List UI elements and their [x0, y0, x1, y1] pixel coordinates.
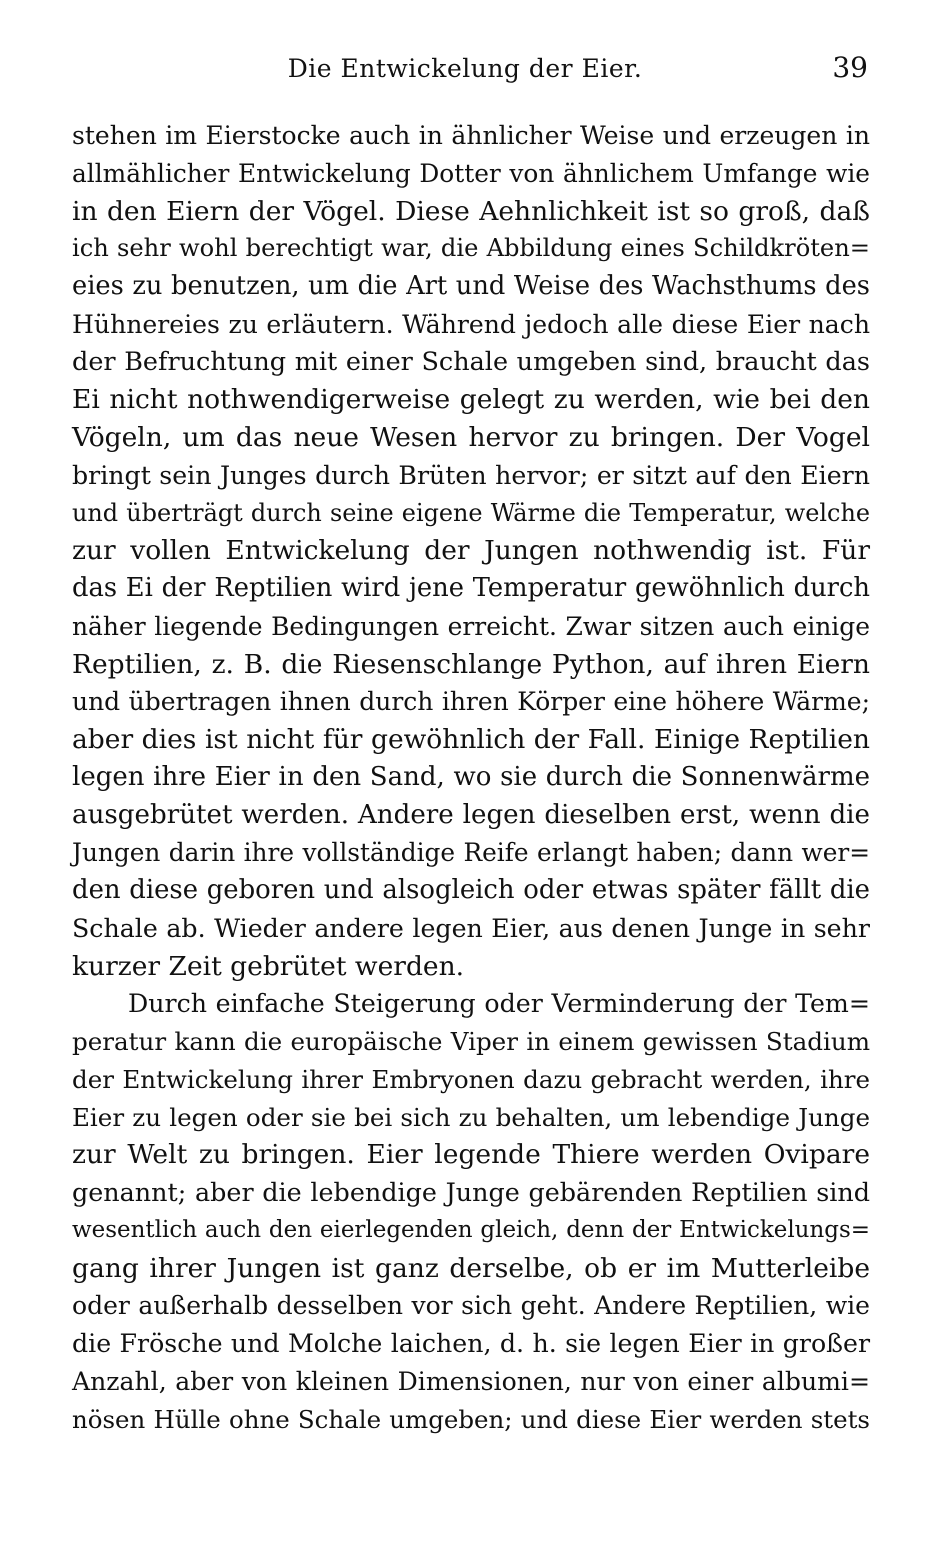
text-line: stehen im Eierstocke auch in ähnlicher Weise und erzeugen in: [72, 121, 870, 150]
running-header-title: Die Entwickelung der Eier.: [287, 54, 643, 83]
text-line: aber dies ist nicht für gewöhnlich der Fall. Einige Reptilien: [72, 724, 870, 755]
body-text: [72, 117, 870, 1438]
text-line: der Befruchtung mit einer Schale umgeben sind, braucht das: [72, 346, 870, 377]
text-line: peratur kann die europäische Viper in einem gewissen Stadium: [72, 1027, 870, 1056]
text-line: genannt; aber die lebendige Junge gebärenden Reptilien sind: [72, 1177, 870, 1207]
text-line: zur Welt zu bringen. Eier legende Thiere werden Ovipare: [72, 1139, 870, 1171]
text-line: den diese geboren und alsogleich oder etwas später fällt die: [72, 875, 870, 905]
text-line: kurzer Zeit gebrütet werden.: [72, 950, 465, 982]
text-line: Anzahl, aber von kleinen Dimensionen, nur von einer albumi=: [72, 1366, 870, 1396]
text-line: Ei nicht nothwendigerweise gelegt zu werden, wie bei den: [72, 384, 870, 416]
text-line: Vögeln, um das neue Wesen hervor zu bringen. Der Vogel: [72, 422, 870, 453]
text-line: näher liegende Bedingungen erreicht. Zwar sitzen auch einige: [72, 611, 870, 641]
text-line: und übertragen ihnen durch ihren Körper eine höhere Wärme;: [72, 687, 870, 717]
text-line: zur vollen Entwickelung der Jungen nothwendig ist. Für: [72, 535, 870, 567]
text-line: in den Eiern der Vögel. Diese Aehnlichkeit ist so groß, daß: [72, 195, 870, 227]
text-line: Reptilien, z. B. die Riesenschlange Python, auf ihren Eiern: [72, 648, 870, 680]
text-line: wesentlich auch den eierlegenden gleich, denn der Entwickelungs=: [72, 1216, 870, 1243]
page-number: 39: [832, 51, 868, 84]
text-line: und überträgt durch seine eigene Wärme die Temperatur, welche: [72, 498, 870, 527]
text-line: ausgebrütet werden. Andere legen dieselben erst, wenn die: [72, 799, 870, 830]
paragraph-1: [72, 117, 870, 985]
text-line: Durch einfache Steigerung oder Verminderung der Tem=: [128, 989, 870, 1019]
text-line: Hühnereies zu erläutern. Während jedoch alle diese Eier nach: [72, 309, 870, 339]
text-line: der Entwickelung ihrer Embryonen dazu gebracht werden, ihre: [72, 1064, 870, 1094]
text-line: bringt sein Junges durch Brüten hervor; er sitzt auf den Eiern: [72, 460, 870, 490]
text-line: legen ihre Eier in den Sand, wo sie durch die Sonnenwärme: [72, 761, 870, 792]
text-line: die Frösche und Molche laichen, d. h. sie legen Eier in großer: [72, 1329, 870, 1358]
text-line: Jungen darin ihre vollständige Reife erlangt haben; dann wer=: [72, 838, 870, 868]
text-line: gang ihrer Jungen ist ganz derselbe, ob er im Mutterleibe: [72, 1252, 870, 1284]
paragraph-2: [72, 985, 870, 1438]
text-line: Eier zu legen oder sie bei sich zu behalten, um lebendige Junge: [72, 1102, 870, 1132]
text-line: nösen Hülle ohne Schale umgeben; und diese Eier werden stets: [72, 1404, 870, 1434]
text-line: ich sehr wohl berechtigt war, die Abbildung eines Schildkröten=: [72, 234, 870, 263]
text-line: eies zu benutzen, um die Art und Weise des Wachsthums des: [72, 271, 870, 301]
text-line: Schale ab. Wieder andere legen Eier, aus denen Junge in sehr: [72, 913, 870, 943]
text-line: das Ei der Reptilien wird jene Temperatur gewöhnlich durch: [72, 573, 870, 603]
text-line: allmählicher Entwickelung Dotter von ähnlichem Umfange wie: [72, 158, 870, 188]
text-line: oder außerhalb desselben vor sich geht. Andere Reptilien, wie: [72, 1291, 870, 1321]
